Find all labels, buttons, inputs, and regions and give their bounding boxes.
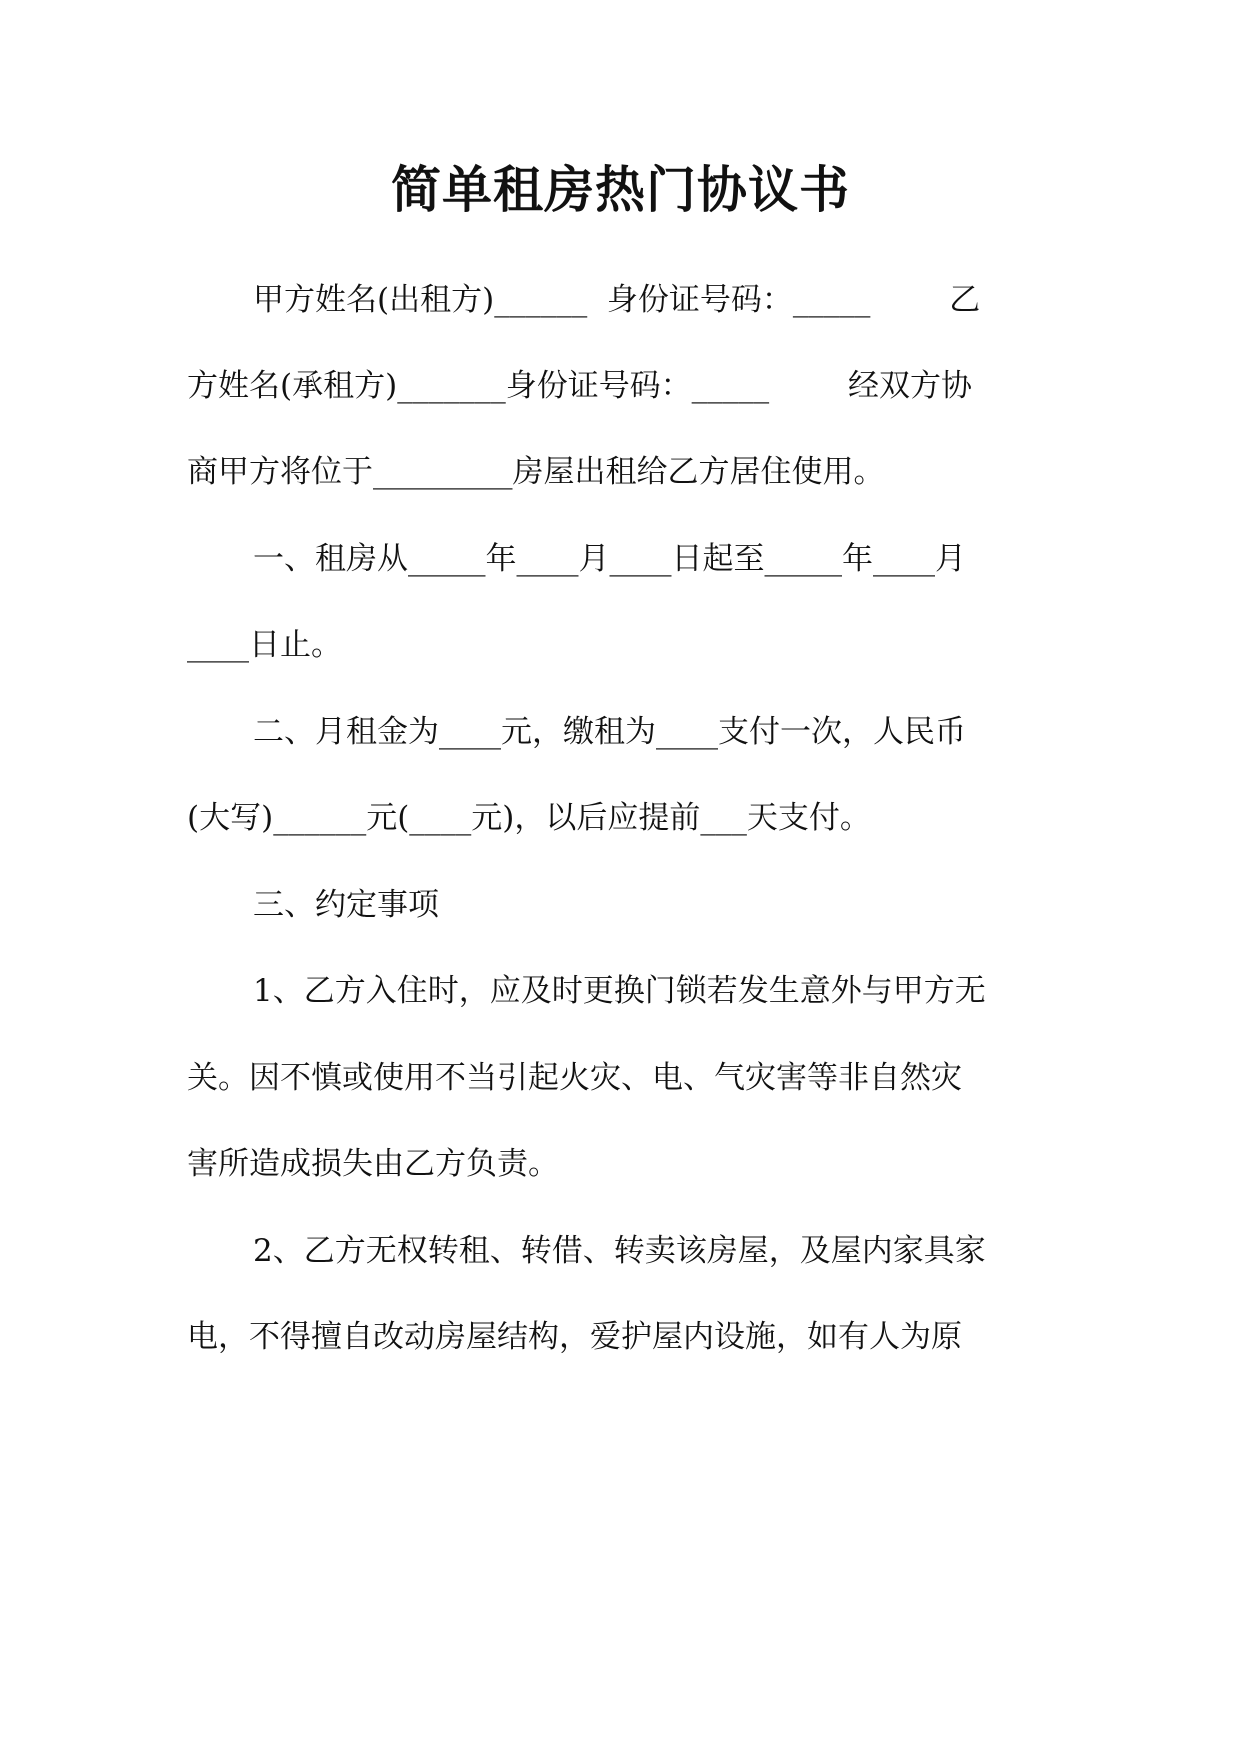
paragraph-line: 甲方姓名(出租方)______ 身份证号码：_____ 乙	[253, 282, 981, 318]
paragraph-line: 商甲方将位于_________房屋出租给乙方居住使用。	[187, 454, 885, 490]
paragraph-line: 二、月租金为____元，缴租为____支付一次，人民币	[253, 714, 966, 750]
paragraph-line: 关。因不慎或使用不当引起火灾、电、气灾害等非自然灾	[187, 1060, 962, 1096]
paragraph-line: 1、乙方入住时，应及时更换门锁若发生意外与甲方无	[253, 973, 986, 1009]
paragraph-line: 害所造成损失由乙方负责。	[187, 1146, 559, 1182]
paragraph-line: 电，不得擅自改动房屋结构，爱护屋内设施，如有人为原	[187, 1319, 962, 1355]
paragraph-line: ____日止。	[187, 627, 342, 663]
document-title: 简单租房热门协议书	[391, 161, 850, 219]
paragraph-line: (大写)______元(____元)，以后应提前___天支付。	[187, 800, 871, 836]
paragraph-line: 方姓名(承租方)_______身份证号码：_____ 经双方协	[187, 368, 973, 404]
section-heading: 三、约定事项	[253, 887, 439, 923]
paragraph-line: 一、租房从_____年____月____日起至_____年____月	[253, 541, 966, 577]
paragraph-line: 2、乙方无权转租、转借、转卖该房屋，及屋内家具家	[253, 1233, 986, 1269]
